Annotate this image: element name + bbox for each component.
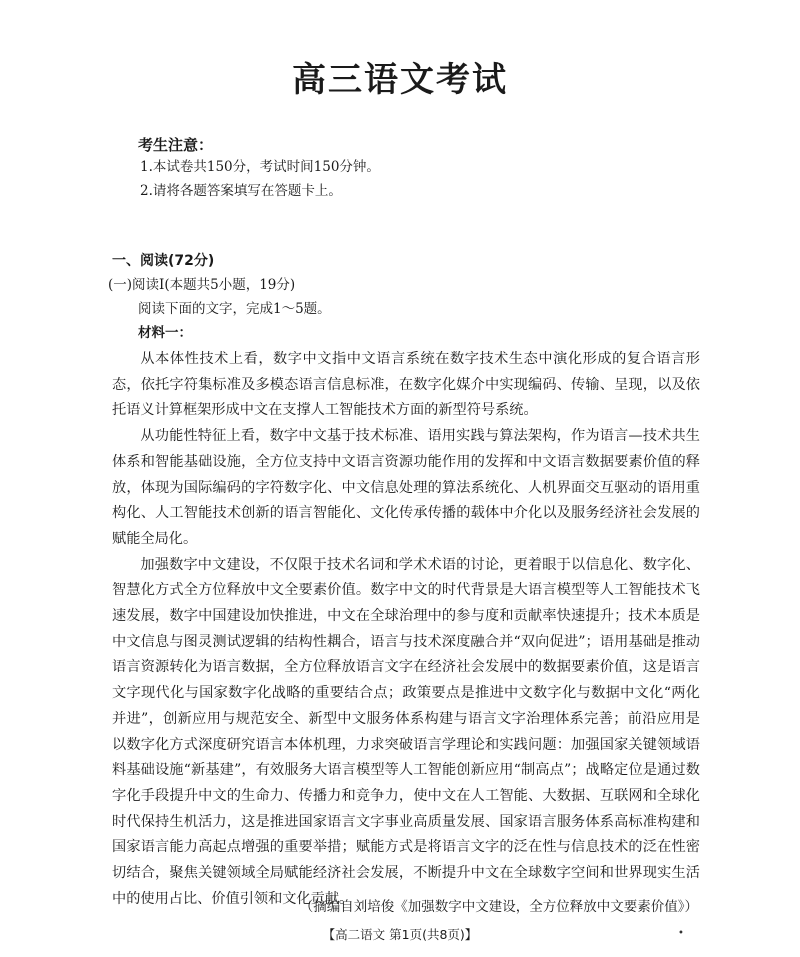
reading-passage bbox=[112, 347, 700, 912]
corner-mark: • bbox=[678, 928, 684, 939]
candidate-notice bbox=[138, 135, 380, 203]
section-heading: 一、阅读(72分) bbox=[112, 253, 215, 269]
notice-heading: 考生注意： bbox=[138, 136, 214, 154]
material-label: 材料一： bbox=[138, 325, 192, 341]
page-footer: 【高二语文 第1页(共8页)】 bbox=[322, 927, 478, 942]
notice-item: 1.本试卷共150分，考试时间150分钟。 bbox=[140, 159, 380, 175]
notice-item: 2.请将各题答案填写在答题卡上。 bbox=[140, 183, 342, 199]
page-title: 高三语文考试 bbox=[292, 60, 508, 100]
source-citation: （摘编自刘培俊《加强数字中文建设，全方位释放中文要素价值》） bbox=[299, 899, 698, 915]
passage-paragraph: 从本体性技术上看，数字中文指中文语言系统在数字技术生态中演化形成的复合语言形态，依托字符集标准及多模态语言信息标准，在数字化媒介中实现编码、传输、呈现，以及依托语义计算框架形成中文在支撑人工智能技术方面的新型符号系统。 bbox=[112, 351, 700, 419]
passage-paragraph: 加强数字中文建设，不仅限于技术名词和学术术语的讨论，更着眼于以信息化、数字化、智慧化方式全方位释放中文全要素价值。数字中文的时代背景是大语言模型等人工智能技术飞速发展，数字中国建设加快推进，中文在全球治理中的参与度和贡献率快速提升；技术本质是中文信息与图灵测试逻辑的结构性耦合，语言与技术深度融合并“双向促进”；语用基础是推动语言资源转化为语言数据，全方位释放语言文字在经济社会发展中的数据要素价值，这是语言文字现代化与国家数字化战略的重要结合点；政策要点是推进中文数字化与数据中文化“两化并进”，创新应用与规范安全、新型中文服务体系构建与语言文字治理体系完善；前沿应用是以数字化方式深度研究语言本体机理，力求突破语言学理论和实践问题：加强国家关键领域语料基础设施“新基建”，有效服务大语言模型等人工智能创新应用“制高点”；战略定位是通过数字化手段提升中文的生命力、传播力和竞争力，使中文在人工智能、大数据、互联网和全球化时代保持生机活力，这是推进国家语言文字事业高质量发展、国家语言服务体系高标准构建和国家语言能力高起点增强的重要举措；赋能方式是将语言文字的泛在性与信息技术的泛在性密切结合，聚焦关键领域全局赋能经济社会发展，不断提升中文在全球数字空间和世界现实生活中的使用占比、价值引领和文化贡献。 bbox=[112, 556, 700, 907]
passage-paragraph: 从功能性特征上看，数字中文基于技术标准、语用实践与算法架构，作为语言—技术共生体系和智能基础设施，全方位支持中文语言资源功能作用的发挥和中文语言数据要素价值的释放，体现为国际编码的字符数字化、中文信息处理的算法系统化、人机界面交互驱动的语用重构化、人工智能技术创新的语言智能化、文化传承传播的载体中介化以及服务经济社会发展的赋能全局化。 bbox=[112, 428, 700, 547]
reading-instruction: 阅读下面的文字，完成1～5题。 bbox=[138, 301, 331, 317]
subsection-heading: (一)阅读Ⅰ(本题共5小题，19分) bbox=[108, 277, 296, 293]
